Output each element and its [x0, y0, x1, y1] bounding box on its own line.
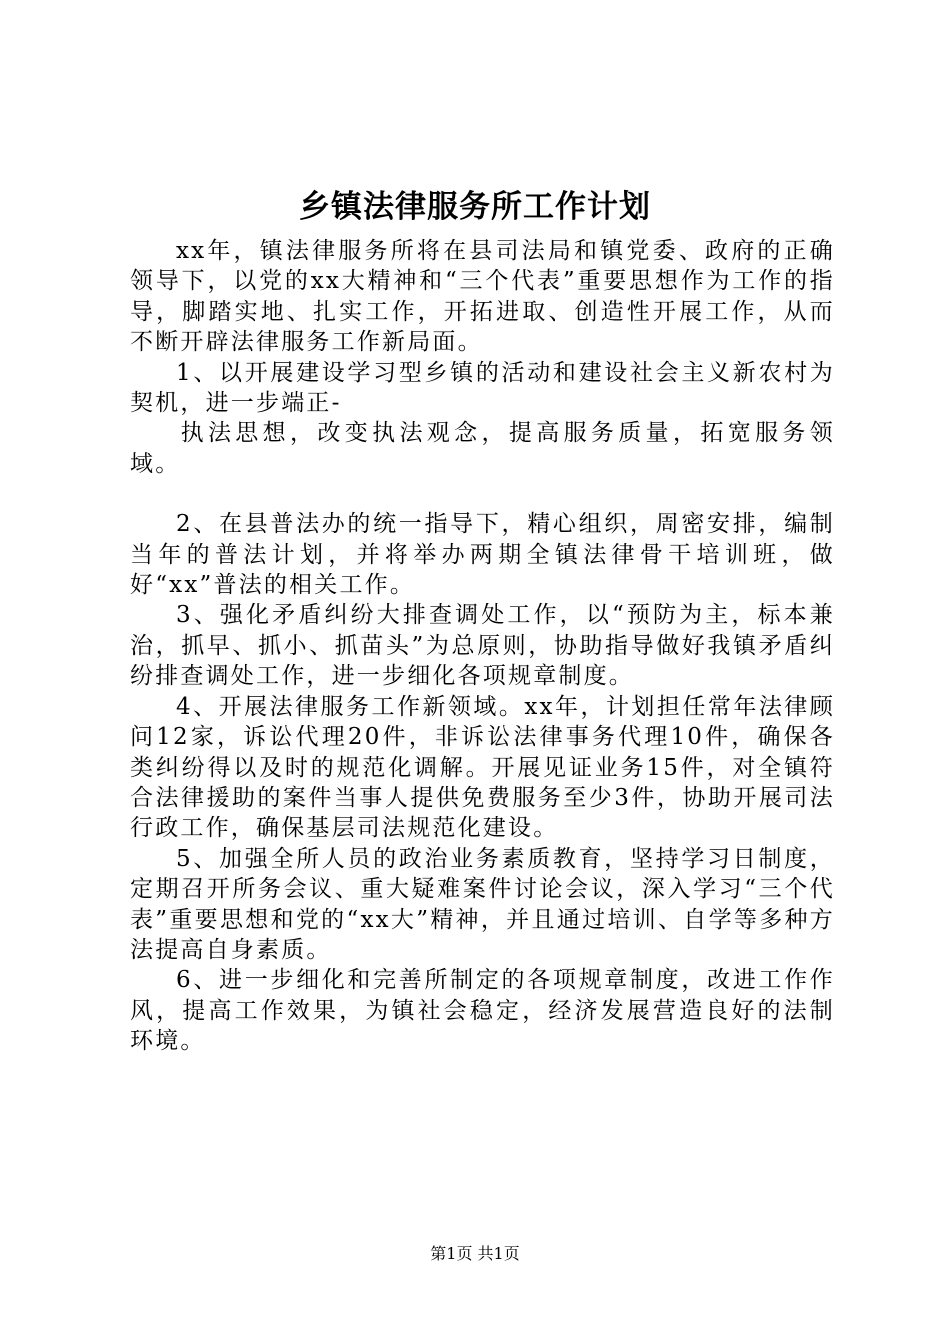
item-4-paragraph: 4、开展法律服务工作新领域。xx年，计划担任常年法律顾问12家，诉讼代理20件，非诉讼法律事务代理10件，确保各类纠纷得以及时的规范化调解。开展见证业务15件，对全镇符合法律援助的案件当事人提供免费服务至少3件，协助开展司法行政工作，确保基层司法规范化建设。	[130, 693, 835, 842]
intro-paragraph: xx年，镇法律服务所将在县司法局和镇党委、政府的正确领导下，以党的xx大精神和“三个代表”重要思想作为工作的指导，脚踏实地、扎实工作，开拓进取、创造性开展工作，从而不断开辟法律服务工作新局面。	[130, 238, 835, 356]
item-1-paragraph: 1、以开展建设学习型乡镇的活动和建设社会主义新农村为契机，进一步端正-	[130, 359, 835, 417]
page-number-footer: 第1页 共1页	[430, 1244, 520, 1263]
item-6-paragraph: 6、进一步细化和完善所制定的各项规章制度，改进工作作风，提高工作效果，为镇社会稳定，经济发展营造良好的法制环境。	[130, 967, 835, 1055]
item-1-continuation-paragraph: 执法思想，改变执法观念，提高服务质量，拓宽服务领域。	[130, 420, 835, 477]
item-2-paragraph: 2、在县普法办的统一指导下，精心组织，周密安排，编制当年的普法计划，并将举办两期全镇法律骨干培训班，做好“xx”普法的相关工作。	[130, 511, 835, 599]
item-3-paragraph: 3、强化矛盾纠纷大排查调处工作，以“预防为主，标本兼治，抓早、抓小、抓苗头”为总原则，协助指导做好我镇矛盾纠纷排查调处工作，进一步细化各项规章制度。	[130, 602, 835, 690]
item-5-paragraph: 5、加强全所人员的政治业务素质教育，坚持学习日制度，定期召开所务会议、重大疑难案件讨论会议，深入学习“三个代表”重要思想和党的“xx大”精神，并且通过培训、自学等多种方法提高自身素质。	[130, 845, 835, 963]
document-body	[130, 236, 835, 1057]
document-title: 乡镇法律服务所工作计划	[299, 189, 651, 225]
